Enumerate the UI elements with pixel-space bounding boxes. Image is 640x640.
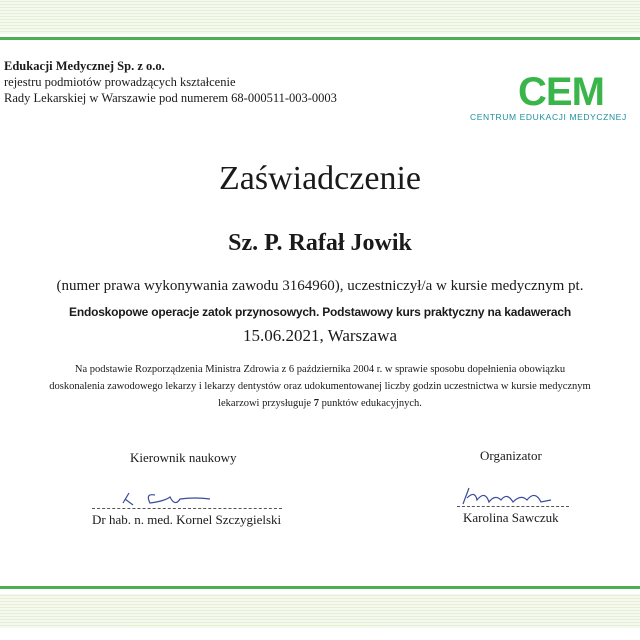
intro-text: (numer prawa wykonywania zawodu 3164960), uczestniczył/a w kursie medycznym pt.: [56, 278, 584, 294]
signature-name-right: Karolina Sawczuk: [463, 510, 559, 525]
course-title: Endoskopowe operacje zatok przynosowych. Podstawowy kurs praktyczny na kadawerach: [69, 305, 571, 319]
legal-line-1: Na podstawie Rozporządzenia Ministra Zdrowia z 6 października 2004 r. w sprawie sposobu dopełnienia obowiązku: [74, 364, 566, 375]
org-line-1: Edukacji Medycznej Sp. z o.o.: [4, 59, 165, 73]
signature-line-left: [92, 508, 282, 509]
signature-name-left: Dr hab. n. med. Kornel Szczygielski: [92, 512, 282, 527]
org-line-2: rejestru podmiotów prowadzących kształcenie: [4, 75, 236, 89]
guilloche-border-bottom: [0, 594, 640, 628]
signature-role-right: Organizator: [480, 448, 542, 463]
recipient-name: Sz. P. Rafał Jowik: [228, 230, 412, 256]
legal-line-3: lekarzowi przysługuje 7 punktów edukacyjnych.: [218, 398, 422, 409]
logo-subtitle: CENTRUM EDUKACJI MEDYCZNEJ: [470, 112, 627, 122]
signature-role-left: Kierownik naukowy: [130, 450, 237, 465]
legal-line-2: doskonalenia zawodowego lekarzy i lekarzy dentystów oraz udokumentowanej liczby godzin uczestnictwa w kursie medycznym: [49, 381, 591, 392]
guilloche-border-top: [0, 0, 640, 34]
org-line-3: Rady Lekarskiej w Warszawie pod numerem 68-000511-003-0003: [4, 91, 337, 105]
date-place: 15.06.2021, Warszawa: [242, 326, 398, 345]
top-green-rule: [0, 37, 640, 40]
points-value: 7: [313, 398, 319, 409]
signature-line-right: [457, 506, 569, 507]
bottom-green-rule: [0, 586, 640, 589]
certificate-title: Zaświadczenie: [219, 160, 421, 197]
cem-logo: CEM: [518, 70, 604, 114]
